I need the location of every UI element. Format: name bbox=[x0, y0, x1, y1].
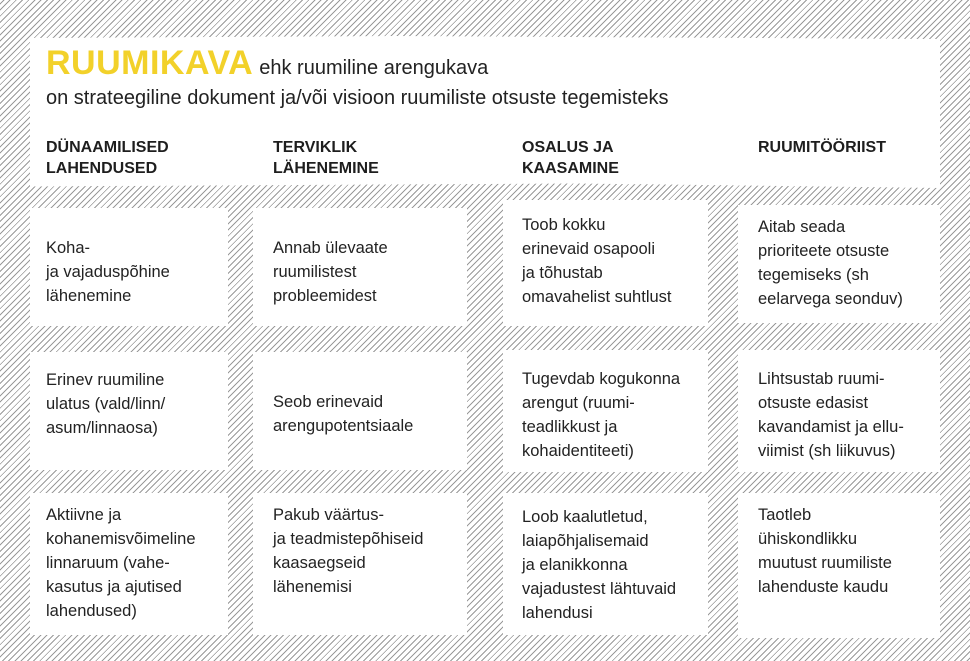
card-text: Loob kaalutletud, laiapõhjalisemaid ja elanikkonna vajadustest lähtuvaid lahendusi bbox=[522, 508, 677, 622]
card bbox=[253, 208, 467, 326]
card bbox=[503, 200, 708, 326]
card-text: Lihtsustab ruumi- otsuste edasist kavandamist ja ellu- viimist (sh liikuvus) bbox=[758, 370, 904, 460]
card-text: Toob kokku erinevaid osapooli ja tõhustab omavahelist suhtlust bbox=[522, 216, 672, 306]
card bbox=[253, 352, 467, 470]
card bbox=[503, 493, 708, 635]
card-text: Tugevdab kogukonna arengut (ruumi- teadlikkust ja kohaidentiteeti) bbox=[522, 370, 681, 460]
title bbox=[46, 44, 488, 83]
card-text: Annab ülevaate ruumilistest probleemidest bbox=[273, 239, 388, 305]
card bbox=[30, 352, 228, 470]
card bbox=[30, 208, 228, 326]
title-main: RUUMIKAVA bbox=[46, 44, 254, 82]
card-text: Seob erinevaid arengupotentsiaale bbox=[273, 393, 414, 435]
card-text: Aktiivne ja kohanemisvõimeline linnaruum (vahe- kasutus ja ajutised lahendused) bbox=[46, 506, 196, 620]
card bbox=[30, 493, 228, 635]
card bbox=[738, 350, 940, 472]
card-text: Koha- ja vajaduspõhine lähenemine bbox=[46, 239, 170, 305]
card-text: Erinev ruumiline ulatus (vald/linn/ asum/linnaosa) bbox=[46, 371, 166, 437]
card bbox=[738, 205, 940, 323]
card-text: Aitab seada prioriteete otsuste tegemiseks (sh eelarvega seonduv) bbox=[758, 218, 903, 308]
column-heading-spatial-tool: RUUMITÖÖRIIST bbox=[758, 139, 886, 156]
card-text: Taotleb ühiskondlikku muutust ruumiliste lahenduste kaudu bbox=[758, 506, 892, 596]
title-sub: ehk ruumiline arengukava bbox=[259, 57, 489, 79]
column-heading-participation: OSALUS JA KAASAMINE bbox=[522, 139, 619, 177]
column-heading-holistic: TERVIKLIK LÄHENEMINE bbox=[273, 139, 379, 177]
column-heading-dynamic: DÜNAAMILISED LAHENDUSED bbox=[46, 139, 169, 177]
card bbox=[738, 493, 940, 638]
card-text: Pakub väärtus- ja teadmistepõhiseid kaasaegseid lähenemisi bbox=[273, 506, 424, 596]
card bbox=[503, 350, 708, 472]
subtitle: on strateegiline dokument ja/või visioon ruumiliste otsuste tegemisteks bbox=[46, 87, 669, 109]
card bbox=[253, 493, 467, 635]
